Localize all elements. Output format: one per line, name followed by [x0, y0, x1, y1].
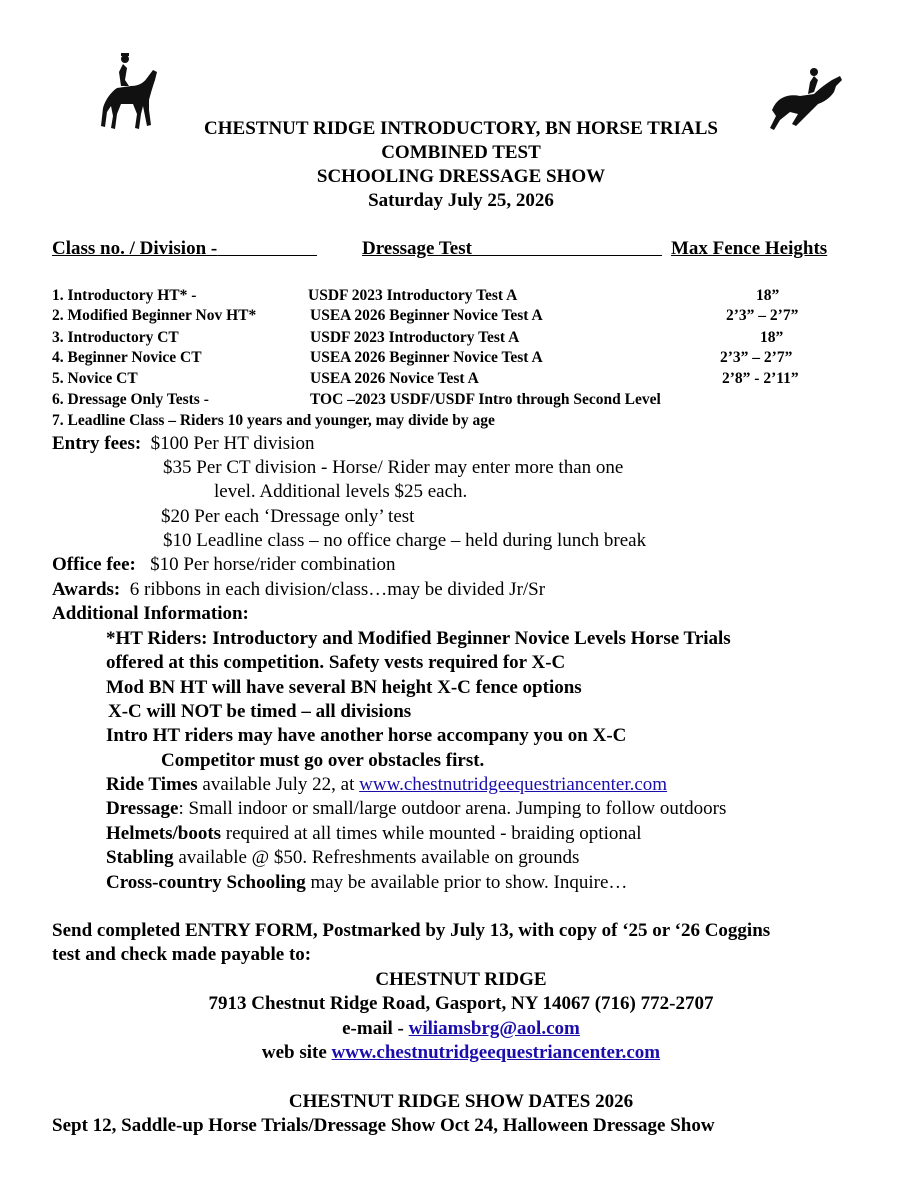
- class-test: USDF 2023 Introductory Test A: [308, 287, 518, 304]
- website-link[interactable]: www.chestnutridgeequestriancenter.com: [331, 1042, 661, 1063]
- show-dates: Sept 12, Saddle-up Horse Trials/Dressage Show Oct 24, Halloween Dressage Show: [52, 1115, 715, 1136]
- class-division: 1. Introductory HT* -: [52, 287, 197, 304]
- xc-timing-info: X-C will NOT be timed – all divisions: [108, 701, 412, 722]
- class-height: 18”: [760, 329, 784, 346]
- title-line-2: COMBINED TEST: [381, 142, 541, 163]
- class-test: USEA 2026 Novice Test A: [310, 370, 479, 387]
- class-division: 2. Modified Beginner Nov HT*: [52, 307, 257, 324]
- column-header-class: Class no. / Division -: [52, 238, 218, 259]
- class-test: USEA 2026 Beginner Novice Test A: [310, 349, 543, 366]
- email-link[interactable]: wiliamsbrg@aol.com: [408, 1018, 580, 1039]
- dressage-arena: Dressage: Small indoor or small/large outdoor arena. Jumping to follow outdoors: [106, 798, 727, 819]
- payee-address: 7913 Chestnut Ridge Road, Gasport, NY 14067 (716) 772-2707: [208, 993, 714, 1014]
- class-division: 7. Leadline Class – Riders 10 years and younger, may divide by age: [52, 412, 495, 429]
- class-division: 5. Novice CT: [52, 370, 138, 387]
- fee-leadline: $10 Leadline class – no office charge – held during lunch break: [163, 530, 647, 551]
- show-dates-title: CHESTNUT RIDGE SHOW DATES 2026: [288, 1091, 634, 1112]
- title-line-3: SCHOOLING DRESSAGE SHOW: [316, 166, 606, 187]
- ht-riders-info: *HT Riders: Introductory and Modified Beginner Novice Levels Horse Trials: [106, 628, 731, 649]
- fee-dressage: $20 Per each ‘Dressage only’ test: [161, 506, 415, 527]
- column-header-height: Max Fence Heights: [671, 238, 828, 259]
- entry-fees: Entry fees: $100 Per HT division: [52, 433, 315, 454]
- class-height: 2’8” - 2’11”: [722, 370, 799, 387]
- title-line-1: CHESTNUT RIDGE INTRODUCTORY, BN HORSE TRIALS: [204, 118, 718, 139]
- xc-schooling: Cross-country Schooling may be available prior to show. Inquire…: [106, 872, 628, 893]
- title-date: Saturday July 25, 2026: [368, 190, 554, 211]
- contact-website: web site www.chestnutridgeequestriancenter.com: [261, 1042, 661, 1063]
- awards: Awards: 6 ribbons in each division/class…may be divided Jr/Sr: [52, 579, 546, 600]
- website-link[interactable]: www.chestnutridgeequestriancenter.com: [359, 774, 668, 795]
- intro-ht-info-2: Competitor must go over obstacles first.: [161, 750, 485, 771]
- mod-bn-info: Mod BN HT will have several BN height X-C fence options: [106, 677, 582, 698]
- stabling: Stabling available @ $50. Refreshments available on grounds: [106, 847, 580, 868]
- class-division: 3. Introductory CT: [52, 329, 179, 346]
- send-instructions: Send completed ENTRY FORM, Postmarked by July 13, with copy of ‘25 or ‘26 Coggins: [52, 920, 771, 941]
- ht-riders-info-2: offered at this competition. Safety vests required for X-C: [106, 652, 566, 673]
- class-height: 18”: [756, 287, 780, 304]
- payee-name: CHESTNUT RIDGE: [375, 969, 547, 990]
- office-fee: Office fee: $10 Per horse/rider combination: [52, 554, 396, 575]
- class-test: TOC –2023 USDF/USDF Intro through Second Level: [310, 391, 661, 408]
- contact-email: e-mail - wiliamsbrg@aol.com: [342, 1018, 580, 1039]
- column-header-test: Dressage Test: [362, 238, 472, 259]
- ride-times: Ride Times available July 22, at www.chestnutridgeequestriancenter.com: [106, 774, 668, 795]
- class-height: 2’3” – 2’7”: [720, 349, 793, 366]
- fee-ct-levels: level. Additional levels $25 each.: [214, 481, 468, 502]
- class-division: 4. Beginner Novice CT: [52, 349, 202, 366]
- class-division: 6. Dressage Only Tests -: [52, 391, 209, 408]
- intro-ht-info: Intro HT riders may have another horse accompany you on X-C: [106, 725, 627, 746]
- additional-info-heading: Additional Information:: [52, 603, 249, 624]
- helmets-boots: Helmets/boots required at all times while mounted - braiding optional: [106, 823, 642, 844]
- class-height: 2’3” – 2’7”: [726, 307, 799, 324]
- send-instructions-2: test and check made payable to:: [52, 944, 312, 965]
- class-test: USDF 2023 Introductory Test A: [310, 329, 520, 346]
- fee-ct: $35 Per CT division - Horse/ Rider may enter more than one: [163, 457, 624, 478]
- class-test: USEA 2026 Beginner Novice Test A: [310, 307, 543, 324]
